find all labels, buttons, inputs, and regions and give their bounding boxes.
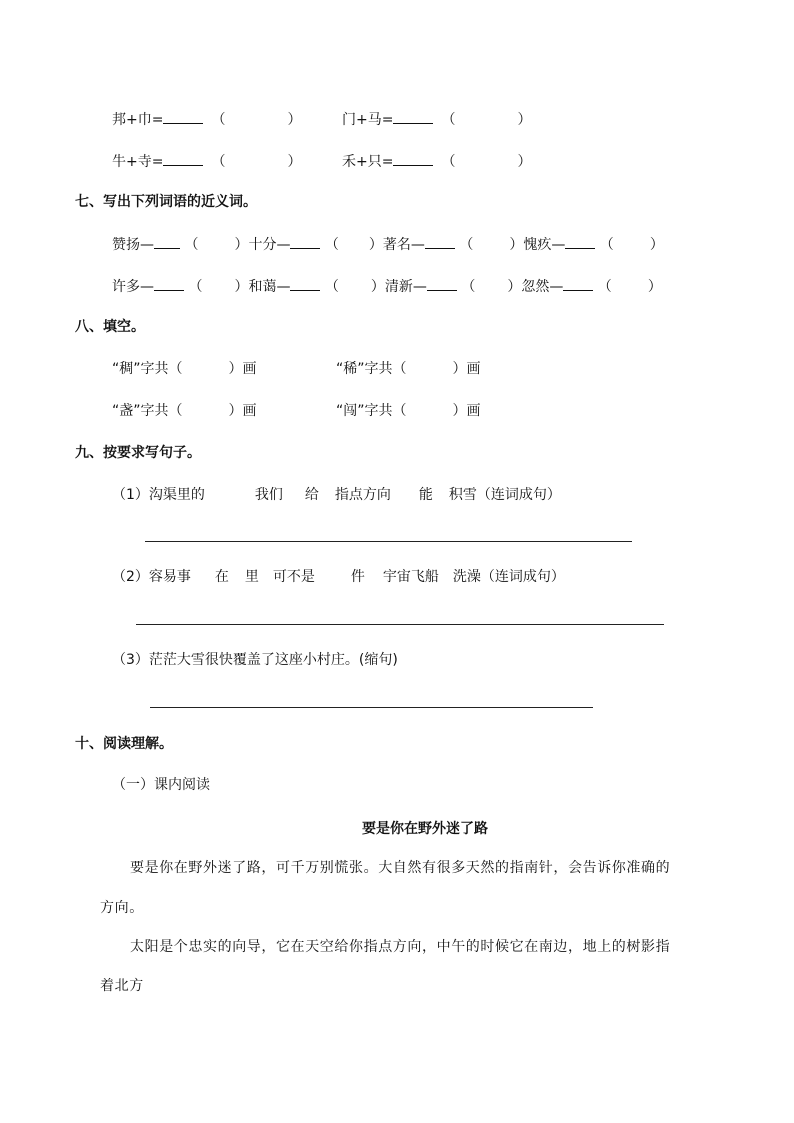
answer-blank[interactable] xyxy=(565,236,595,249)
synonym-row-2: 许多— （ ）和蔼— （ ）清新— （ ）忽然— （ ） xyxy=(112,279,662,295)
compose-item-2: 门+马= （ ） xyxy=(342,112,532,128)
answer-line-3[interactable] xyxy=(150,707,593,708)
answer-blank[interactable] xyxy=(563,278,593,291)
question-1: （1）沟渠里的 我们 给 指点方向 能 积雪（连词成句） xyxy=(112,487,561,503)
compose-item-3: 牛+寺= （ ） xyxy=(112,154,302,170)
answer-blank[interactable] xyxy=(163,111,203,124)
synonym-row-1: 赞扬— （ ）十分— （ ）著名— （ ）愧疚— （ ） xyxy=(112,237,664,253)
subsection-title: （一）课内阅读 xyxy=(112,777,210,793)
section9-title: 九、按要求写句子。 xyxy=(75,445,201,461)
article-paragraph-1-line-1: 要是你在野外迷了路，可千万别慌张。大自然有很多天然的指南针，会告诉你准确的 xyxy=(130,860,671,876)
answer-blank[interactable] xyxy=(290,278,320,291)
answer-line-2[interactable] xyxy=(136,624,664,625)
compose-item-1: 邦+巾= （ ） xyxy=(112,112,302,128)
section10-title: 十、阅读理解。 xyxy=(75,736,173,752)
answer-blank[interactable] xyxy=(154,278,184,291)
stroke-count-item-1: “稠”字共（ ）画 xyxy=(112,361,257,377)
article-paragraph-2-line-1: 太阳是个忠实的向导，它在天空给你指点方向，中午的时候它在南边，地上的树影指 xyxy=(130,939,671,955)
stroke-count-item-4: “闯”字共（ ）画 xyxy=(336,403,481,419)
answer-blank[interactable] xyxy=(163,153,203,166)
stroke-count-item-2: “稀”字共（ ）画 xyxy=(336,361,481,377)
section7-title: 七、写出下列词语的近义词。 xyxy=(75,194,257,210)
stroke-count-item-3: “盏”字共（ ）画 xyxy=(112,403,257,419)
article-title: 要是你在野外迷了路 xyxy=(362,821,488,837)
compose-item-4: 禾+只= （ ） xyxy=(342,154,532,170)
answer-blank[interactable] xyxy=(427,278,457,291)
article-paragraph-2-line-2: 着北方 xyxy=(100,978,144,994)
article-paragraph-1-line-2: 方向。 xyxy=(100,900,144,916)
question-3: （3）茫茫大雪很快覆盖了这座小村庄。(缩句) xyxy=(112,652,398,668)
question-2: （2）容易事 在 里 可不是 件 宇宙飞船 洗澡（连词成句） xyxy=(112,569,565,585)
answer-blank[interactable] xyxy=(290,236,320,249)
answer-blank[interactable] xyxy=(425,236,455,249)
answer-blank[interactable] xyxy=(393,153,433,166)
answer-blank[interactable] xyxy=(393,111,433,124)
answer-blank[interactable] xyxy=(154,236,180,249)
section8-title: 八、填空。 xyxy=(75,319,145,335)
answer-line-1[interactable] xyxy=(145,541,632,542)
